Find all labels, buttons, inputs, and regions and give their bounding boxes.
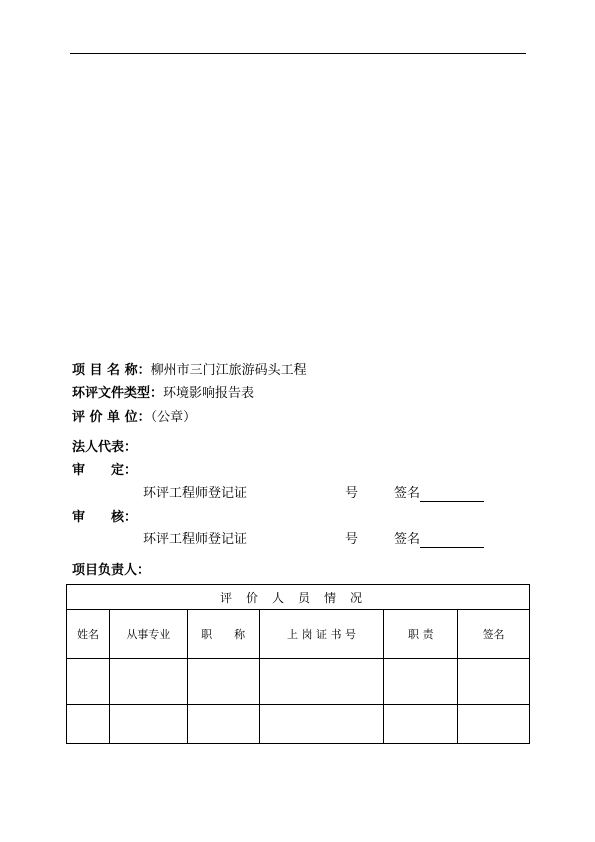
table-cell [109, 659, 187, 705]
approve-cert-number-label: 号 [345, 486, 359, 501]
review-signature [394, 532, 484, 548]
project-name-row [72, 363, 307, 379]
table-row [67, 659, 530, 705]
eval-unit-label: 评 价 单 位： [72, 410, 151, 425]
doc-type-value: 环境影响报告表 [163, 386, 255, 401]
table-cell [384, 705, 458, 744]
staff-table-title-row [67, 585, 530, 610]
table-row [67, 705, 530, 744]
project-name-label: 项 目 名 称： [72, 363, 151, 378]
legal-rep-label: 法人代表： [72, 440, 138, 455]
table-cell [67, 705, 110, 744]
approve-cert-text: 环评工程师登记证 [143, 486, 248, 501]
staff-table-title: 评价人员情况 [67, 585, 530, 610]
table-cell [67, 659, 110, 705]
header-major: 从事专业 [109, 610, 187, 659]
approve-row [72, 463, 137, 479]
project-leader-label: 项目负责人： [72, 563, 151, 578]
table-cell [458, 705, 530, 744]
eval-unit-row [72, 410, 196, 426]
review-cert-number-label: 号 [345, 532, 359, 547]
table-cell [187, 705, 259, 744]
table-cell [259, 705, 384, 744]
project-leader-row [72, 563, 150, 579]
review-label: 审 核： [72, 510, 138, 525]
approve-label: 审 定： [72, 463, 138, 478]
legal-rep-row [72, 440, 137, 456]
review-row [72, 510, 137, 526]
approve-signature-line [420, 488, 484, 502]
staff-table-header-row [67, 610, 530, 659]
table-cell [458, 659, 530, 705]
header-rule [70, 53, 526, 54]
table-cell [384, 659, 458, 705]
table-cell [259, 659, 384, 705]
project-name-value: 柳州市三门江旅游码头工程 [150, 363, 307, 378]
eval-unit-value: （公章） [150, 410, 197, 425]
header-name: 姓名 [67, 610, 110, 659]
review-cert-text: 环评工程师登记证 [143, 532, 248, 547]
approve-sign-label: 签名 [394, 486, 421, 501]
header-title: 职 称 [187, 610, 259, 659]
header-signature: 签名 [458, 610, 530, 659]
approve-signature [394, 486, 484, 502]
doc-type-row [72, 386, 254, 402]
review-signature-line [420, 534, 484, 548]
staff-table [66, 584, 530, 744]
review-sign-label: 签名 [394, 532, 421, 547]
table-cell [109, 705, 187, 744]
header-duty: 职 责 [384, 610, 458, 659]
table-cell [187, 659, 259, 705]
header-cert-number: 上 岗 证 书 号 [259, 610, 384, 659]
doc-type-label: 环评文件类型： [72, 386, 164, 401]
